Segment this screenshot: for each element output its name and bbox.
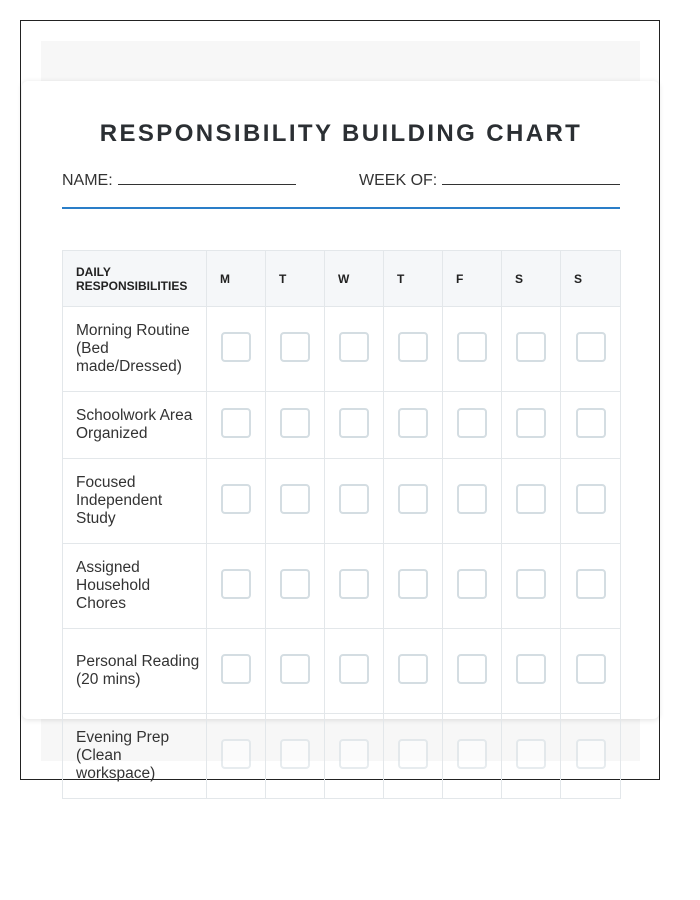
header-divider (62, 207, 620, 209)
task-label: Evening Prep (Clean workspace) (63, 714, 207, 799)
checkbox[interactable] (339, 332, 369, 362)
checkbox[interactable] (280, 654, 310, 684)
header-day-wed: W (325, 251, 384, 307)
checkbox[interactable] (457, 739, 487, 769)
checkbox[interactable] (457, 654, 487, 684)
table-row (63, 544, 621, 629)
week-field (359, 168, 620, 190)
table-row (63, 392, 621, 459)
checkbox[interactable] (221, 408, 251, 438)
table-row (63, 459, 621, 544)
name-label: NAME: (62, 172, 113, 189)
checkbox[interactable] (221, 484, 251, 514)
header-day-thu: T (384, 251, 443, 307)
checkbox[interactable] (280, 332, 310, 362)
chart-title: RESPONSIBILITY BUILDING CHART (99, 120, 583, 147)
checkbox[interactable] (576, 484, 606, 514)
checkbox[interactable] (339, 739, 369, 769)
checkbox[interactable] (398, 408, 428, 438)
week-label: WEEK OF: (359, 172, 438, 189)
checkbox[interactable] (516, 484, 546, 514)
checkbox[interactable] (280, 408, 310, 438)
checkbox[interactable] (339, 484, 369, 514)
checkbox[interactable] (280, 569, 310, 599)
checkbox[interactable] (280, 484, 310, 514)
checkbox[interactable] (576, 332, 606, 362)
checkbox[interactable] (398, 654, 428, 684)
checkbox[interactable] (221, 569, 251, 599)
checkbox[interactable] (339, 654, 369, 684)
table-header-row (63, 251, 621, 307)
header-day-sat: S (502, 251, 561, 307)
checkbox[interactable] (516, 569, 546, 599)
checkbox[interactable] (576, 739, 606, 769)
responsibility-table (62, 250, 621, 799)
table-row (63, 714, 621, 799)
checkbox[interactable] (516, 408, 546, 438)
task-label: Morning Routine (Bed made/Dressed) (63, 307, 207, 392)
checkbox[interactable] (221, 739, 251, 769)
header-day-tue: T (266, 251, 325, 307)
checkbox[interactable] (516, 654, 546, 684)
checkbox[interactable] (576, 569, 606, 599)
checkbox[interactable] (457, 408, 487, 438)
checkbox[interactable] (516, 332, 546, 362)
checkbox[interactable] (398, 739, 428, 769)
week-blank-line[interactable] (442, 168, 620, 185)
task-label: Personal Reading (20 mins) (63, 629, 207, 714)
checkbox[interactable] (516, 739, 546, 769)
checkbox[interactable] (398, 569, 428, 599)
task-label: Assigned Household Chores (63, 544, 207, 629)
checkbox[interactable] (221, 332, 251, 362)
header-task: DAILY RESPONSIBILITIES (63, 251, 207, 307)
task-label: Schoolwork Area Organized (63, 392, 207, 459)
table-row (63, 629, 621, 714)
checkbox[interactable] (398, 332, 428, 362)
checkbox[interactable] (280, 739, 310, 769)
checkbox[interactable] (339, 569, 369, 599)
checkbox[interactable] (576, 654, 606, 684)
header-day-mon: M (207, 251, 266, 307)
checkbox[interactable] (221, 654, 251, 684)
table-row (63, 307, 621, 392)
checkbox[interactable] (398, 484, 428, 514)
checkbox[interactable] (457, 569, 487, 599)
checkbox[interactable] (576, 408, 606, 438)
task-label: Focused Independent Study (63, 459, 207, 544)
header-day-sun: S (561, 251, 621, 307)
name-field (62, 168, 296, 190)
header-day-fri: F (443, 251, 502, 307)
checkbox[interactable] (457, 484, 487, 514)
checkbox[interactable] (339, 408, 369, 438)
name-blank-line[interactable] (118, 168, 296, 185)
checkbox[interactable] (457, 332, 487, 362)
